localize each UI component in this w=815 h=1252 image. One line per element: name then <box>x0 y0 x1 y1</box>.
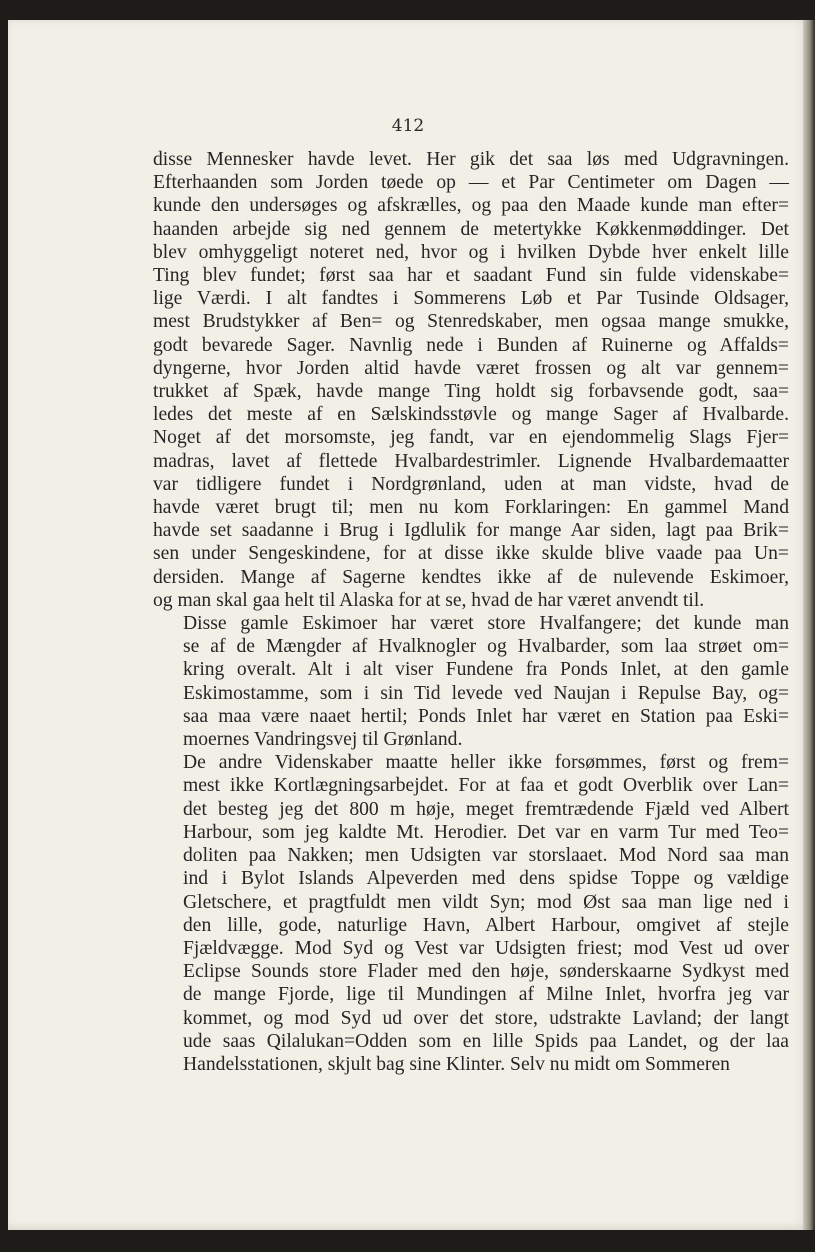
text-line: sen under Sengeskindene, for at disse ikke skulde blive vaade paa Un= <box>153 543 789 565</box>
text-line: Harbour, som jeg kaldte Mt. Herodier. Det var en varm Tur med Teo= <box>183 821 789 843</box>
text-line: trukket af Spæk, havde mange Ting holdt sig forbavsende godt, saa= <box>153 381 789 403</box>
text-line: havde været brugt til; men nu kom Forklaringen: En gammel Mand <box>153 497 789 519</box>
page-number: 412 <box>391 116 425 136</box>
text-line: ledes det meste af en Sælskindsstøvle og mange Sager af Hvalbarde. <box>153 404 789 426</box>
text-line: kunde den undersøges og afskrælles, og paa den Maade kunde man efter= <box>153 195 789 217</box>
paragraph <box>153 612 789 751</box>
text-line: Eskimostamme, som i sin Tid levede ved Naujan i Repulse Bay, og= <box>183 682 789 704</box>
book-page <box>8 20 808 1230</box>
text-line: moernes Vandringsvej til Grønland. <box>183 729 463 751</box>
text-line: Gletschere, et pragtfuldt men vildt Syn; mod Øst saa man lige ned i <box>183 891 789 913</box>
text-line: godt bevarede Sager. Navnlig nede i Bunden af Ruinerne og Affalds= <box>153 334 789 356</box>
text-line: De andre Videnskaber maatte heller ikke forsømmes, først og frem= <box>183 752 789 774</box>
text-line: mest Brudstykker af Ben= og Stenredskaber, men ogsaa mange smukke, <box>153 311 789 333</box>
text-line: Noget af det morsomste, jeg fandt, var en ejendommelig Slags Fjer= <box>153 427 789 449</box>
text-line: Handelsstationen, skjult bag sine Klinter. Selv nu midt om Sommeren <box>183 1053 730 1075</box>
text-line: Ting blev fundet; først saa har et saadant Fund sin fulde videnskabe= <box>153 265 789 287</box>
paragraph <box>153 751 789 1076</box>
text-line: doliten paa Nakken; men Udsigten var storslaaet. Mod Nord saa man <box>183 845 789 867</box>
text-line: dersiden. Mange af Sagerne kendtes ikke af de nulevende Eskimoer, <box>153 566 789 588</box>
text-line: se af de Mængder af Hvalknogler og Hvalbarder, som laa strøet om= <box>183 636 789 658</box>
text-line: Fjældvægge. Mod Syd og Vest var Udsigten friest; mod Vest ud over <box>183 937 789 959</box>
text-line: kommet, og mod Syd ud over det store, udstrakte Lavland; der langt <box>183 1007 789 1029</box>
text-line: de mange Fjorde, lige til Mundingen af Milne Inlet, hvorfra jeg var <box>183 984 789 1006</box>
paragraph <box>153 148 789 612</box>
text-line: var tidligere fundet i Nordgrønland, uden at man vidste, hvad de <box>153 473 789 495</box>
body-text <box>153 148 789 1076</box>
text-line: dyngerne, hvor Jorden altid havde været frossen og alt var gennem= <box>153 357 789 379</box>
text-line: haanden arbejde sig ned gennem de metertykke Køkkenmøddinger. Det <box>153 218 789 240</box>
text-line: mest ikke Kortlægningsarbejdet. For at faa et godt Overblik over Lan= <box>183 775 789 797</box>
text-line: Efterhaanden som Jorden tøede op — et Par Centimeter om Dagen — <box>153 172 789 194</box>
text-line: Eclipse Sounds store Flader med den høje, sønderskaarne Sydkyst med <box>183 961 789 983</box>
text-line: det besteg jeg det 800 m høje, meget fremtrædende Fjæld ved Albert <box>183 798 789 820</box>
text-line: saa maa være naaet hertil; Ponds Inlet har været en Station paa Eski= <box>183 705 789 727</box>
text-line: ude saas Qilalukan=Odden som en lille Spids paa Landet, og der laa <box>183 1030 789 1052</box>
text-line: blev omhyggeligt noteret ned, hvor og i hvilken Dybde hver enkelt lille <box>153 241 789 263</box>
text-line: den lille, gode, naturlige Havn, Albert Harbour, omgivet af stejle <box>183 914 789 936</box>
text-line: madras, lavet af flettede Hvalbardestrimler. Lignende Hvalbardemaatter <box>153 450 789 472</box>
text-line: havde set saadanne i Brug i Igdlulik for mange Aar siden, lagt paa Brik= <box>153 520 789 542</box>
text-line: lige Værdi. I alt fandtes i Sommerens Løb et Par Tusinde Oldsager, <box>153 288 789 310</box>
text-line: ind i Bylot Islands Alpeverden med dens spidse Toppe og vældige <box>183 868 789 890</box>
text-line: disse Mennesker havde levet. Her gik det saa løs med Udgravningen. <box>153 149 789 170</box>
page-edge-shadow <box>803 20 815 1230</box>
text-line: Disse gamle Eskimoer har været store Hvalfangere; det kunde man <box>183 613 789 635</box>
text-line: og man skal gaa helt til Alaska for at se, hvad de har været anvendt til. <box>153 589 705 611</box>
text-line: kring overalt. Alt i alt viser Fundene fra Ponds Inlet, at den gamle <box>183 659 789 681</box>
